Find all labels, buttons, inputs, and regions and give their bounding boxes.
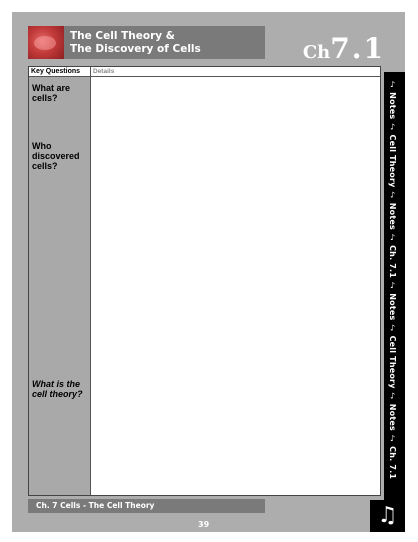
header-bar xyxy=(28,26,265,59)
question-cell-theory: What is the cell theory? xyxy=(32,379,83,399)
question-what-are-cells: What are cells? xyxy=(32,83,71,103)
music-note-icon: ♫ xyxy=(370,500,405,532)
side-tab xyxy=(384,72,405,500)
footer-bar: Ch. 7 Cells - The Cell Theory xyxy=(28,499,265,513)
side-tab-text: ♪ Notes ♪ Cell Theory ♪ Notes ♪ Ch. 7.1 ♪ Notes ♪ Cell Theory ♪ Notes ♪ Ch. 7.1 xyxy=(388,80,397,480)
key-questions-column xyxy=(29,67,91,495)
page-number: 39 xyxy=(198,520,210,529)
cell-image xyxy=(28,26,64,59)
title-line-2: The Discovery of Cells xyxy=(70,42,201,55)
key-questions-header: Key Questions xyxy=(29,67,90,77)
chapter-prefix: Ch xyxy=(302,42,331,63)
notes-table xyxy=(28,66,381,496)
question-who-discovered-cells: Who discovered cells? xyxy=(32,141,80,171)
chapter-number: 7.1 xyxy=(330,32,385,65)
page-title xyxy=(70,30,201,55)
chapter-label xyxy=(303,32,385,65)
details-header: Details xyxy=(91,67,380,77)
title-line-1: The Cell Theory & xyxy=(70,30,175,42)
page xyxy=(12,12,405,532)
